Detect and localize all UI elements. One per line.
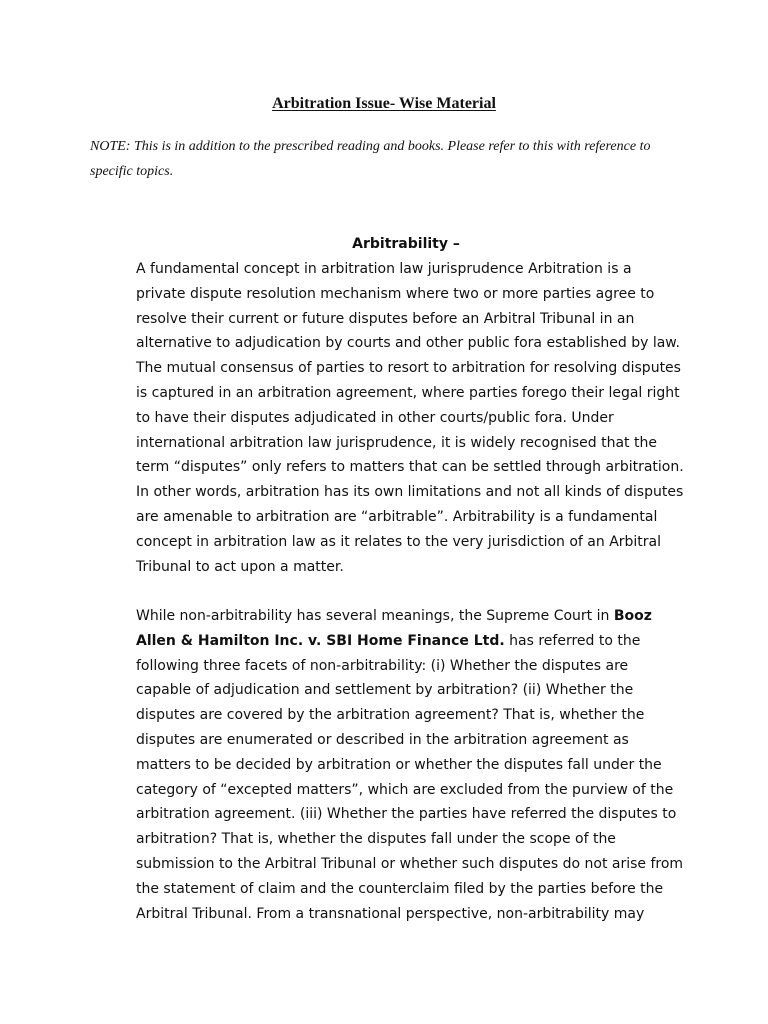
case-citation: Booz Allen & Hamilton Inc. v. SBI Home Finance Ltd.	[136, 608, 652, 649]
paragraph-non-arbitrability	[136, 604, 684, 926]
reading-note: NOTE: This is in addition to the prescribed reading and books. Please refer to this with reference to specific topics.	[90, 139, 651, 179]
paragraph-rest-text: has referred to the following three facets of non-arbitrability: (i) Whether the disputes are capable of adjudication and settlement by arbitration? (ii) Whether the disputes are covered by the arbitration agreement? That is, whether the disputes are enumerated or described in the arbitration agreement as matters to be decided by arbitration or whether the disputes fall under the category of “excepted matters”, which are excluded from the purview of the arbitration agreement. (iii) Whether the parties have referred the disputes to arbitration? That is, whether the disputes fall under the scope of the submission to the Arbitral Tribunal or whether such disputes do not arise from the statement of claim and the counterclaim filed by the parties before the Arbitral Tribunal. From a transnational perspective, non-arbitrability may	[136, 632, 684, 922]
section-heading-arbitrability: Arbitrability –	[352, 236, 460, 252]
paragraph-lead-text: While non-arbitrability has several meanings, the Supreme Court in	[136, 608, 614, 624]
document-title: Arbitration Issue- Wise Material	[272, 95, 496, 112]
paragraph-arbitrability-intro: A fundamental concept in arbitration law jurisprudence Arbitration is a private dispute resolution mechanism where two or more parties agree to resolve their current or future disputes before an Arbitral Tribunal in an alternative to adjudication by courts and other public fora established by law. The mutual consensus of parties to resort to arbitration for resolving disputes is captured in an arbitration agreement, where parties forego their legal right to have their disputes adjudicated in other courts/public fora. Under international arbitration law jurisprudence, it is widely recognised that the term “disputes” only refers to matters that can be settled through arbitration. In other words, arbitration has its own limitations and not all kinds of disputes are amenable to arbitration are “arbitrable”. Arbitrability is a fundamental concept in arbitration law as it relates to the very jurisdiction of an Arbitral Tribunal to act upon a matter.	[136, 261, 684, 575]
